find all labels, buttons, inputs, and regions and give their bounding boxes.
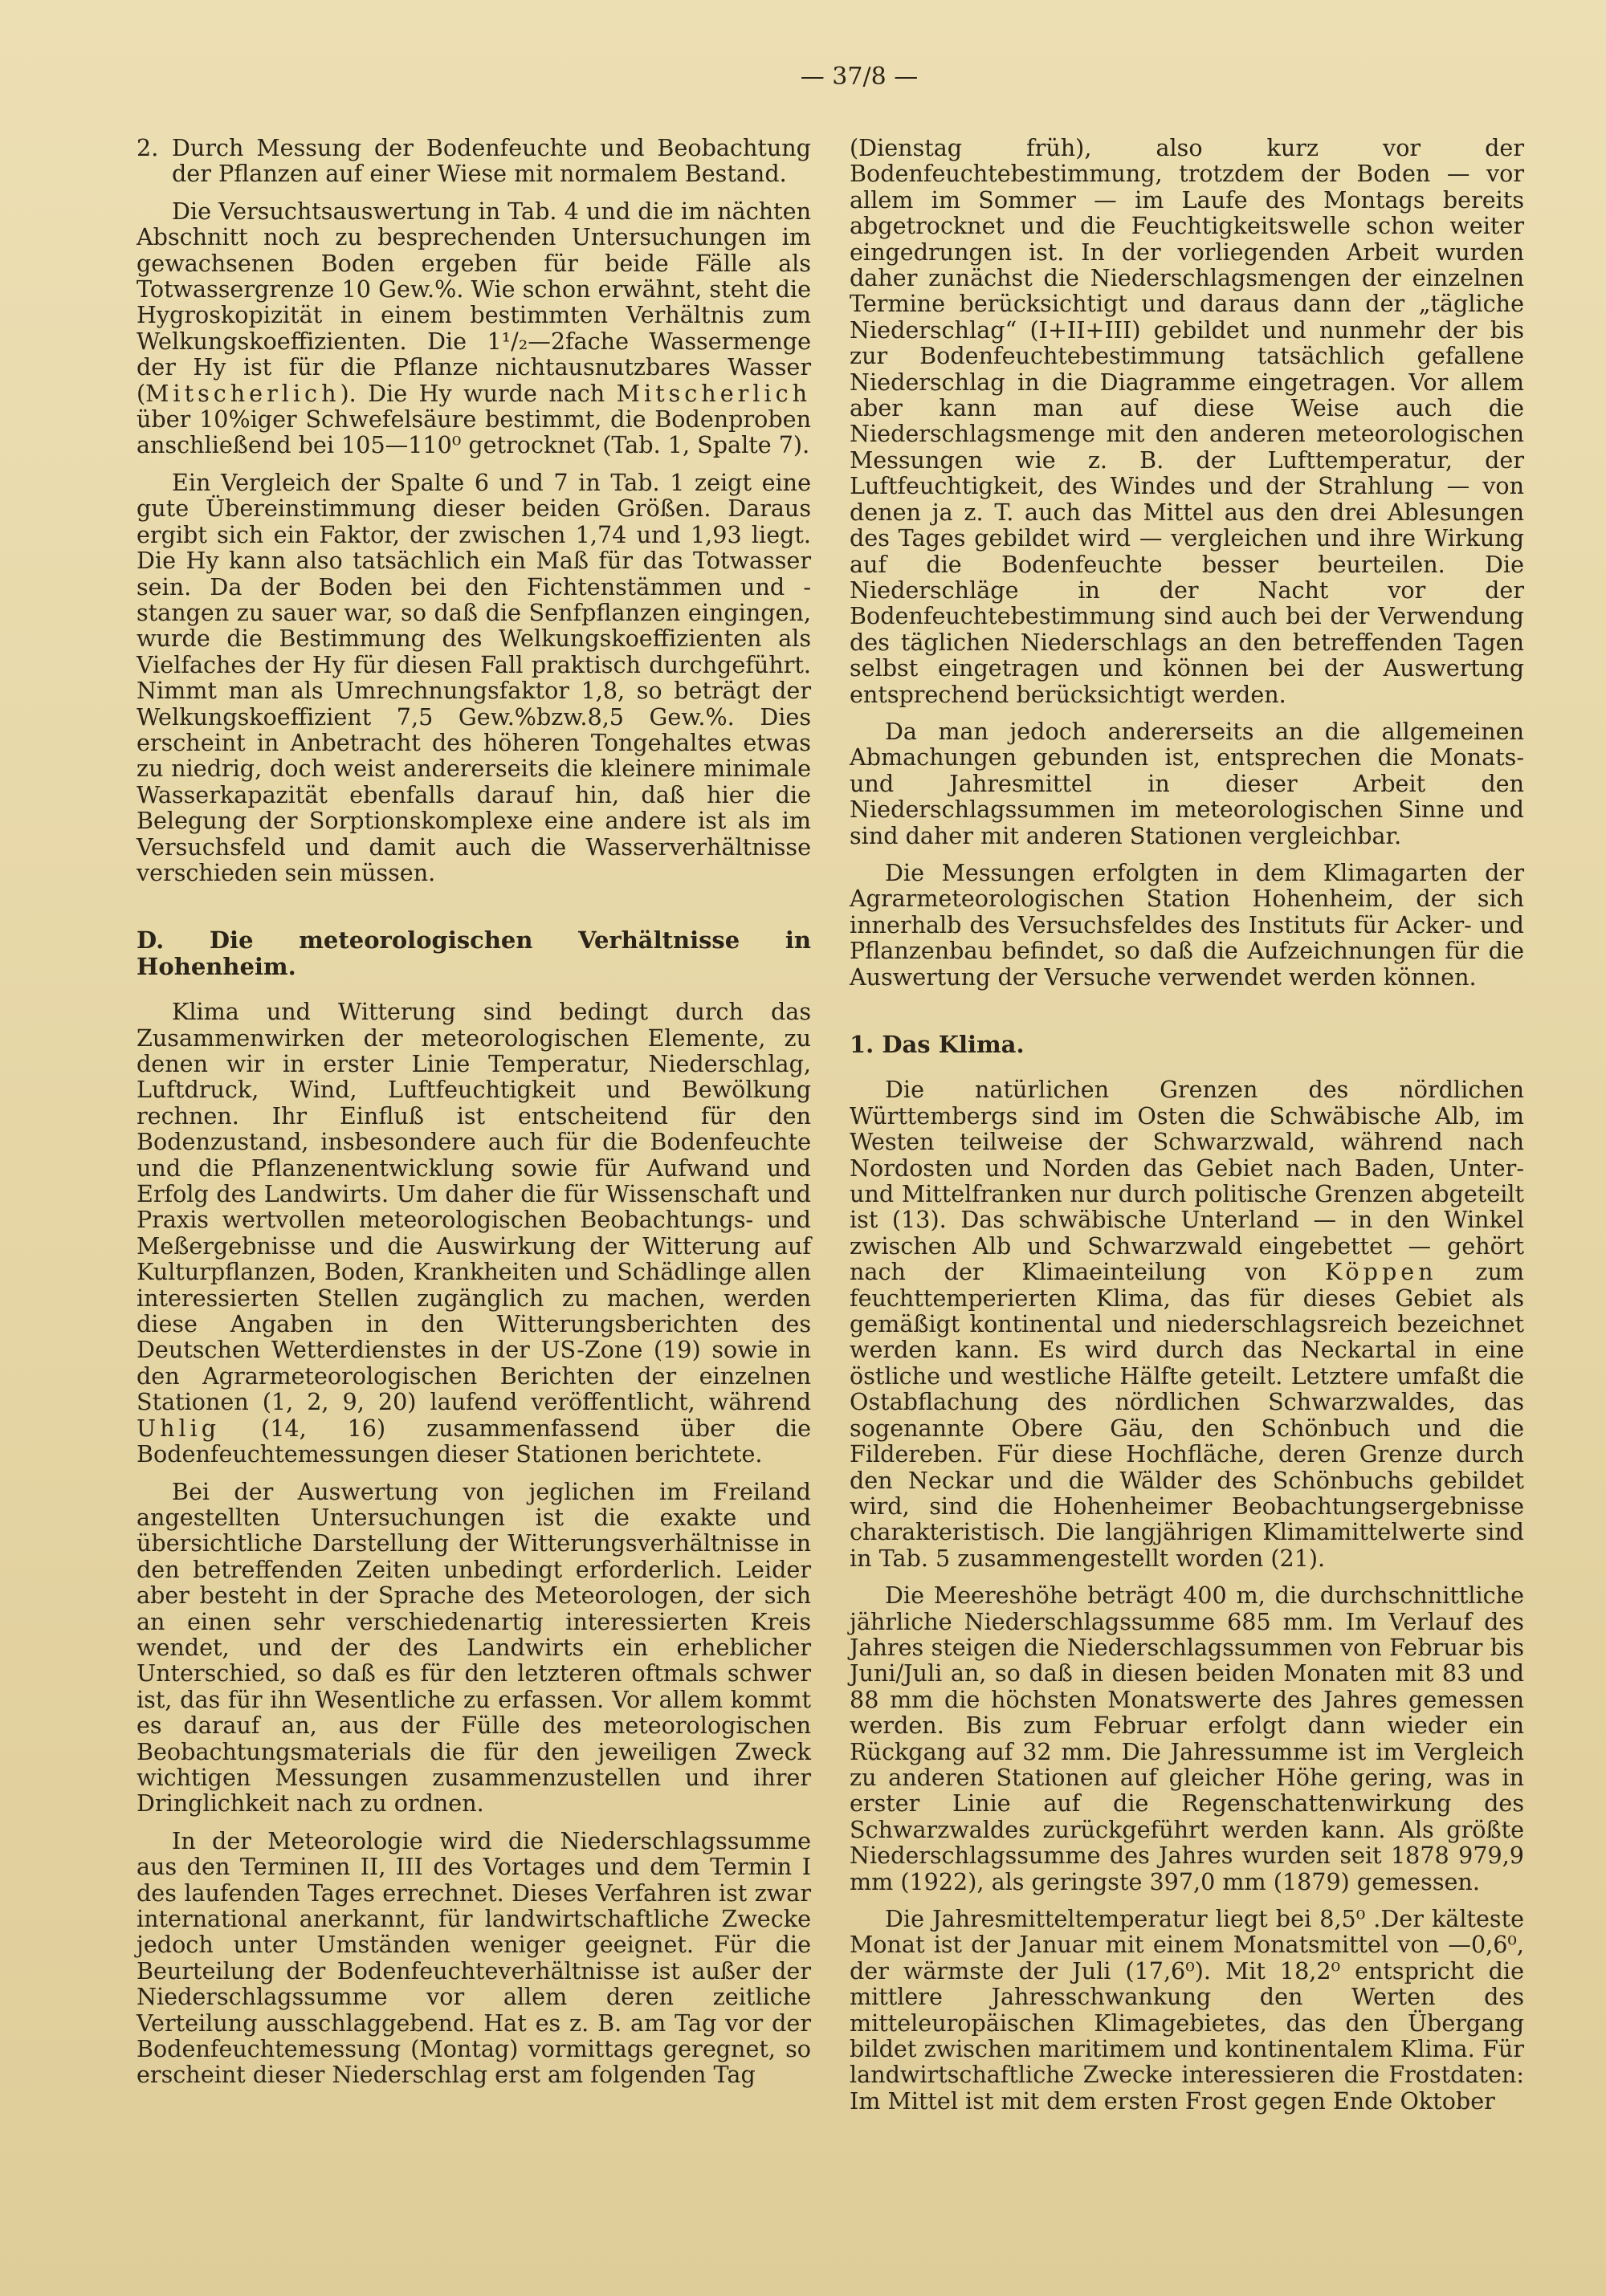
left-column [137, 135, 811, 2099]
paragraph-text: über 10%iger Schwefelsäure bestimmt, die Bodenproben anschließend bei 105—110⁰ getrocknet (Tab. 1, Spalte 7). [137, 405, 811, 459]
author-name: Köppen [1324, 1258, 1437, 1286]
paragraph: Bei der Auswertung von jeglichen im Freiland angestellten Untersuchungen ist die exakte und übersichtliche Darstellung der Witterungsverhältnisse in den betreffenden Zeiten unbedingt erforderlich. Leider aber besteht in der Sprache des Meteorologen, der sich an einen sehr verschiedenartig interessierten Kreis wendet, und der des Landwirts ein erheblicher Unterschied, so daß es für den letzteren oftmals schwer ist, das für ihn Wesentliche zu erfassen. Vor allem kommt es darauf an, aus der Fülle des meteorologischen Beobachtungsmaterials die für den jeweiligen Zweck wichtigen Messungen zusammenzustellen und ihrer Dringlichkeit nach zu ordnen. [137, 1477, 811, 1818]
list-number: 2. [137, 134, 159, 161]
paragraph: Da man jedoch andererseits an die allgemeinen Abmachungen gebunden ist, entsprechen die Monats- und Jahresmittel in dieser Arbeit den Niederschlagssummen im meteorologischen Sinne und sind daher mit anderen Stationen vergleichbar. [850, 717, 1524, 849]
paragraph-text: Die Versuchtsauswertung in Tab. 4 und die im nächten Abschnitt noch zu besprechenden Untersuchungen im gewachsenen Boden ergeben für beide Fälle als Totwassergrenze 10 Gew.%. Wie schon erwähnt, steht die Hygroskopizität in einem bestimmten Verhältnis zum Welkungskoeffizienten. Die 1¹/₂—2fache Wassermenge der Hy ist für die Pflanze nichtausnutzbares Wasser ( [137, 197, 811, 407]
paragraph: Die Meereshöhe beträgt 400 m, die durchschnittliche jährliche Niederschlagssumme 685 mm. Im Verlauf des Jahres steigen die Niederschlagssummen von Februar bis Juni/Juli an, so daß in diesen beiden Monaten mit 83 und 88 mm die höchsten Monatswerte des Jahres gemessen werden. Bis zum Februar erfolgt dann wieder ein Rückgang auf 32 mm. Die Jahressumme ist im Vergleich zu anderen Stationen auf gleicher Höhe gering, was in erster Linie auf die Regenschattenwirkung des Schwarzwaldes zurückgeführt werden kann. Als größte Niederschlagssumme des Jahres wurden seit 1878 979,9 mm (1922), als geringste 397,0 mm (1879) gemessen. [850, 1582, 1524, 1895]
paragraph-text: Klima und Witterung sind bedingt durch das Zusammenwirken der meteorologischen Elemente, zu denen wir in erster Linie Temperatur, Niederschlag, Luftdruck, Wind, Luftfeuchtigkeit und Bewölkung rechnen. Ihr Einfluß ist entscheitend für den Bodenzustand, insbesondere auch für die Bodenfeuchte und die Pflanzenentwicklung sowie für Aufwand und Erfolg des Landwirts. Um daher die für Wissenschaft und Praxis wertvollen meteorologischen Beobachtungs- und Meßergebnisse und die Auswirkung der Witterung auf Kulturpflanzen, Boden, Krankheiten und Schädlinge allen interessierten Stellen zugänglich zu machen, werden diese Angaben in den Witterungsberichten des Deutschen Wetterdienstes in der US-Zone (19) sowie in den Agrarmeteorologischen Berichten der einzelnen Stationen (1, 2, 9, 20) laufend veröffentlicht, während [137, 998, 811, 1416]
paragraph [137, 198, 811, 458]
paragraph: In der Meteorologie wird die Niederschlagssumme aus den Terminen II, III des Vortages und dem Termin I des laufenden Tages errechnet. Dieses Verfahren ist zwar international anerkannt, für landwirtschaftliche Zwecke jedoch unter Umständen weniger geeignet. Für die Beurteilung der Bodenfeuchteverhältnisse ist außer der Niederschlagssumme vor allem deren zeitliche Verteilung ausschlaggebend. Hat es z. B. am Tag vor der Bodenfeuchtemessung (Montag) vormittags geregnet, so erscheint dieser Niederschlag erst am folgenden Tag [137, 1826, 811, 2089]
paragraph: Die Messungen erfolgten in dem Klimagarten der Agrarmeteorologischen Station Hohenheim, der sich innerhalb des Versuchsfeldes des Instituts für Acker- und Pflanzenbau befindet, so daß die Aufzeichnungen für die Auswertung der Versuche verwendet werden können. [850, 858, 1524, 991]
paragraph [137, 999, 811, 1467]
right-column [850, 135, 1524, 2125]
page-number: — 37/8 — [800, 63, 919, 91]
paragraph-text: zum feuchttemperierten Klima, das für dieses Gebiet als gemäßigt kontinental und niederschlagsreich bezeichnet werden kann. Es wird durch das Neckartal in eine östliche und westliche Hälfte geteilt. Letztere umfaßt die Ostabflachung des nördlichen Schwarzwaldes, das sogenannte Obere Gäu, den Schönbuch und die Fildereben. Für diese Hochfläche, deren Grenze durch den Neckar und die Wälder des Schönbuchs gebildet wird, sind die Hohenheimer Beobachtungsergebnisse charakteristisch. Die langjährigen Klimamittelwerte sind in Tab. 5 zusammengestellt worden (21). [850, 1258, 1524, 1572]
section-heading: D. Die meteorologischen Verhältnisse in Hohenheim. [137, 926, 811, 980]
author-name: Mitscherlich [616, 379, 811, 407]
paragraph: (Dienstag früh), also kurz vor der Bodenfeuchtebestimmung, trotzdem der Boden — vor allem im Sommer — im Laufe des Montags bereits abgetrocknet und die Feuchtigkeitswelle schon weiter eingedrungen ist. In der vorliegenden Arbeit wurden daher zunächst die Niederschlagsmengen der einzelnen Termine berücksichtigt und daraus dann der „tägliche Niederschlag“ (I+II+III) gebildet und nunmehr der bis zur Bodenfeuchtebestimmung tatsächlich gefallene Niederschlag in die Diagramme eingetragen. Vor allem aber kann man auf diese Weise auch die Niederschlagsmenge mit den anderen meteorologischen Messungen wie z. B. der Lufttemperatur, der Luftfeuchtigkeit, des Windes und der Strahlung — von denen ja z. T. auch das Mittel aus den drei Ablesungen des Tages gebildet wird — vergleichen und ihre Wirkung auf die Bodenfeuchte besser beurteilen. Die Niederschläge in der Nacht vor der Bodenfeuchtebestimmung sind auch bei der Verwendung des täglichen Niederschlags an den betreffenden Tagen selbst eingetragen und können bei der Auswertung entsprechend berücksichtigt werden. [850, 134, 1524, 708]
section-heading: 1. Das Klima. [850, 1031, 1025, 1058]
paragraph: Ein Vergleich der Spalte 6 und 7 in Tab. 1 zeigt eine gute Übereinstimmung dieser beiden Größen. Daraus ergibt sich ein Faktor, der zwischen 1,74 und 1,93 liegt. Die Hy kann also tatsächlich ein Maß für das Totwasser sein. Da der Boden bei den Fichtenstämmen und -stangen zu sauer war, so daß die Senfpflanzen eingingen, wurde die Bestimmung des Welkungskoeffizienten als Vielfaches der Hy für diesen Fall praktisch durchgeführt. Nimmt man als Umrechnungsfaktor 1,8, so beträgt der Welkungskoeffizient 7,5 Gew.%bzw.8,5 Gew.%. Dies erscheint in Anbetracht des höheren Tongehaltes etwas zu niedrig, doch weist andererseits die kleinere minimale Wasserkapazität ebenfalls darauf hin, daß hier die Belegung der Sorptionskomplexe eine andere ist als im Versuchsfeld und damit auch die Wasserverhältnisse verschieden sein müssen. [137, 468, 811, 886]
author-name: Mitscherlich [145, 379, 340, 407]
paragraph-text: Die natürlichen Grenzen des nördlichen Württembergs sind im Osten die Schwäbische Alb, im Westen teilweise der Schwarzwald, während nach Nordosten und Norden das Gebiet nach Baden, Unter- und Mittelfranken nur durch politische Grenzen abgeteilt ist (13). Das schwäbische Unterland — in den Winkel zwischen Alb und Schwarzwald eingebettet — gehört nach der Klimaeinteilung von [850, 1076, 1524, 1286]
author-name: Uhlig [137, 1414, 221, 1442]
paragraph-text: (14, 16) zusammenfassend über die Bodenfeuchtemessungen dieser Stationen berichtete. [137, 1414, 812, 1468]
paragraph-text: ). Die Hy wurde nach [340, 379, 605, 407]
paragraph: Die Jahresmitteltemperatur liegt bei 8,5⁰ .Der kälteste Monat ist der Januar mit einem Monatsmittel von —0,6⁰, der wärmste der Juli (17,6⁰). Mit 18,2⁰ entspricht die mittlere Jahresschwankung den Werten des mitteleuropäischen Klimagebietes, das den Übergang bildet zwischen maritimem und kontinentalem Klima. Für landwirtschaftliche Zwecke interessieren die Frostdaten: Im Mittel ist mit dem ersten Frost gegen Ende Oktober [850, 1905, 1524, 2115]
list-item-text: Durch Messung der Bodenfeuchte und Beobachtung der Pflanzen auf einer Wiese mit normalem Bestand. [172, 134, 811, 188]
list-item-2 [137, 135, 811, 187]
paragraph [850, 1077, 1524, 1571]
